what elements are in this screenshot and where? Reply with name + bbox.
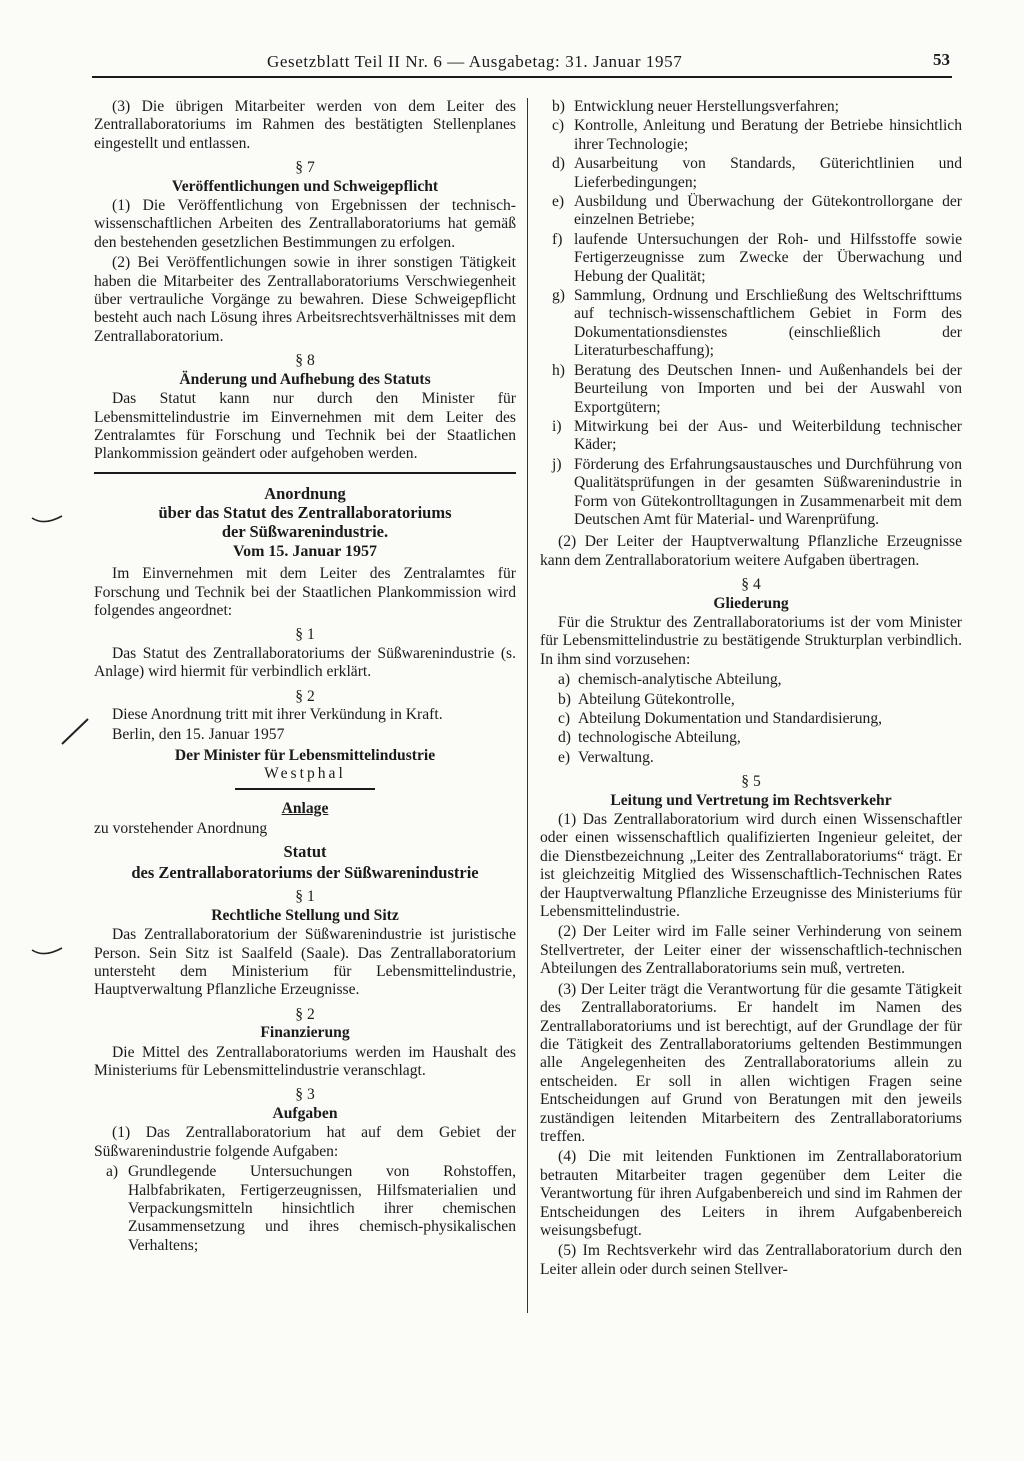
task-label: i) xyxy=(552,417,562,435)
task-label: j) xyxy=(552,455,562,473)
minister-title: Der Minister für Lebensmittelindustrie xyxy=(174,746,436,764)
s4-sign: § 4 xyxy=(741,576,761,594)
structure-item xyxy=(540,749,962,767)
margin-tick-mark xyxy=(30,512,64,526)
structure-text: technologische Abteilung, xyxy=(578,729,741,747)
structure-list xyxy=(540,671,962,767)
margin-slash-mark xyxy=(58,716,92,746)
structure-label: e) xyxy=(558,748,571,766)
s8-title: Änderung und Aufhebung des Statuts xyxy=(179,370,431,388)
s5-paragraph-3: (3) Der Leiter trägt die Verantwortung für die gesamte Tätigkeit des Zentrallaboratoriums. Er handelt im Namen des Zentrallaboratoriums und ist berechtigt, auf der Grundlage der für die Tätigkeit des Zentrallaboratoriums geltenden Bestimmungen alle Angelegenheiten des Zentrallaboratoriums allein zu entscheiden. Er soll in allen wichtigen Fragen seine Entscheidungen auf Grund von Beratungen mit den jeweils zuständigen leitenden Mitarbeitern des Zentrallaboratoriums treffen. xyxy=(540,980,962,1145)
structure-label: b) xyxy=(558,690,571,708)
s5-sign: § 5 xyxy=(741,773,761,791)
structure-text: Abteilung Gütekontrolle, xyxy=(578,690,735,708)
task-label: e) xyxy=(552,193,565,211)
statut-s3-paragraph-1: (1) Das Zentrallaboratorium hat auf dem Gebiet der Süßwarenindustrie folgende Aufgaben: xyxy=(94,1124,516,1160)
s5-title: Leitung und Vertretung im Rechtsverkehr xyxy=(610,791,892,809)
task-text: Sammlung, Ordnung und Erschließung des Weltschrifttums auf technisch-wissenschaftlichem Gebiet in Form des Dokumentationsdienstes (einschließlich der Literaturbeschaffung); xyxy=(574,287,962,360)
task-text: Entwicklung neuer Herstellungsverfahren; xyxy=(574,98,840,115)
task-item xyxy=(540,117,962,154)
s5-paragraph-2: (2) Der Leiter wird im Falle seiner Verhinderung von seinem Stellvertreter, der Leiter einer der wissenschaftlich-technischen Abteilungen des Zentrallaboratoriums sein muß, vertreten. xyxy=(540,923,962,978)
statut-title-2: des Zentrallaboratoriums der Süßwarenindustrie xyxy=(131,863,479,883)
task-item xyxy=(94,1163,516,1255)
annex-subtitle: zu vorstehender Anordnung xyxy=(94,820,268,837)
task-label: d) xyxy=(552,155,565,173)
structure-item xyxy=(540,729,962,747)
margin-tick-mark-2 xyxy=(30,944,64,958)
structure-text: Abteilung Dokumentation und Standardisierung, xyxy=(578,710,883,727)
column-divider xyxy=(527,98,528,1313)
structure-item xyxy=(540,671,962,689)
task-item xyxy=(540,362,962,417)
s7-title: Veröffentlichungen und Schweigepflicht xyxy=(171,177,439,195)
task-label: b) xyxy=(552,98,565,115)
task-label: f) xyxy=(552,230,563,248)
s6-paragraph-3: (3) Die übrigen Mitarbeiter werden von dem Leiter des Zentrallaboratoriums im Rahmen des bestätigten Stellenplanes eingestellt und entlassen. xyxy=(94,98,516,152)
structure-text: chemisch-analytische Abteilung, xyxy=(578,671,782,689)
signature-rule xyxy=(235,788,375,790)
structure-label: a) xyxy=(558,671,571,689)
s5-paragraph-1: (1) Das Zentrallaboratorium wird durch einen Wissenschaftler oder einen wissenschaftlich qualifizierten Ingenieur geleitet, der die Dienstbezeichnung „Leiter des Zentrallaboratoriums“ trägt. Er ist gleichzeitig Mitglied des Wissenschaftlich-Technischen Rates der Hauptverwaltung Pflanzliche Erzeugnisse des Ministeriums für Lebensmittelindustrie. xyxy=(540,811,962,921)
ordinance-s2-text: Diese Anordnung tritt mit ihrer Verkündung in Kraft. xyxy=(112,705,443,723)
ordinance-title-1: Anordnung xyxy=(264,483,346,503)
structure-text: Verwaltung. xyxy=(578,748,654,766)
statut-s3-sign: § 3 xyxy=(295,1086,315,1104)
task-text: laufende Untersuchungen der Roh- und Hilfsstoffe sowie Fertigerzeugnisse zum Zwecke der Überwachung und Hebung der Qualität; xyxy=(574,230,962,285)
s5-paragraph-4: (4) Die mit leitenden Funktionen im Zentrallaboratorium betrauten Mitarbeiter tragen gegenüber dem Leiter die Verantwortung für ihren Aufgabenbereich und sind im Rahmen der Entscheidungen des Leiters in ihrem Aufgabenbereich weisungsbefugt. xyxy=(540,1148,962,1239)
statut-s2-title: Finanzierung xyxy=(260,1024,350,1042)
task-item xyxy=(540,193,962,230)
s7-sign: § 7 xyxy=(295,159,315,177)
task-item xyxy=(540,287,962,361)
statut-title-1: Statut xyxy=(283,842,327,862)
tasks-list-left xyxy=(94,1163,516,1255)
page-number: 53 xyxy=(933,50,950,69)
ordinance-s2-sign: § 2 xyxy=(295,687,315,705)
annex-title: Anlage xyxy=(281,799,329,817)
task-item xyxy=(540,231,962,286)
s4-title: Gliederung xyxy=(713,594,789,612)
task-text: Ausbildung und Überwachung der Gütekontrollorgane der einzelnen Betriebe; xyxy=(574,193,962,229)
task-item xyxy=(540,155,962,192)
statut-s2-sign: § 2 xyxy=(295,1005,315,1023)
task-item xyxy=(540,98,962,116)
header-title: Gesetzblatt Teil II Nr. 6 — Ausgabetag: 31. Januar 1957 xyxy=(267,52,683,71)
task-label: c) xyxy=(552,117,565,135)
s7-paragraph-1: (1) Die Veröffentlichung von Ergebnissen der technisch-wissenschaftlichen Arbeiten des Zentrallaboratoriums hat gemäß den bestehenden gesetzlichen Bestimmungen zu erfolgen. xyxy=(94,197,516,251)
s4-text: Für die Struktur des Zentrallaboratoriums ist der vom Minister für Lebensmittelindustrie zu bestätigende Strukturplan verbindlich. In ihm sind vorzusehen: xyxy=(540,613,962,668)
ordinance-date: Vom 15. Januar 1957 xyxy=(232,542,378,560)
task-label: a) xyxy=(106,1163,119,1181)
s8-paragraph-1: Das Statut kann nur durch den Minister für Lebensmittelindustrie im Einvernehmen mit dem Leiter des Zentralamtes für Forschung und Technik bei der Staatlichen Plankommission geändert oder aufgehoben werden. xyxy=(94,390,516,463)
left-column xyxy=(94,98,516,1256)
tasks-list-right xyxy=(540,98,962,529)
statut-s1-sign: § 1 xyxy=(295,888,315,906)
right-column xyxy=(540,98,962,1281)
signer-name: Westphal xyxy=(264,765,346,783)
s7-paragraph-2: (2) Bei Veröffentlichungen sowie in ihrer sonstigen Tätigkeit haben die Mitarbeiter des Zentrallaboratoriums Verschwiegenheit über vertrauliche Vorgänge zu bewahren. Diese Schweigepflicht besteht auch nach Lösung ihres Arbeitsrechtsverhältnisses mit dem Zentrallaboratorium. xyxy=(94,254,516,345)
structure-item xyxy=(540,710,962,728)
s5-paragraph-5: (5) Im Rechtsverkehr wird das Zentrallaboratorium durch den Leiter allein oder durch seinen Stellver- xyxy=(540,1242,962,1278)
task-text: Beratung des Deutschen Innen- und Außenhandels bei der Beurteilung von Importen und bei der Auswahl von Exportgütern; xyxy=(574,361,962,416)
task-text: Ausarbeitung von Standards, Güterichtlinien und Lieferbedingungen; xyxy=(574,155,962,191)
s8-sign: § 8 xyxy=(295,352,315,370)
statut-s3-title: Aufgaben xyxy=(272,1104,338,1122)
page-header xyxy=(92,50,952,78)
statut-s1-title: Rechtliche Stellung und Sitz xyxy=(211,906,399,924)
task-text: Grundlegende Untersuchungen von Rohstoffen, Halbfabrikaten, Fertigerzeugnissen, Hilfsmaterialien und Verpackungsmitteln hinsichtlich ihrer chemischen Zusammensetzung und ihres chemisch-physikalischen Verhaltens; xyxy=(128,1163,516,1254)
task-text: Mitwirkung bei der Aus- und Weiterbildung technischer Käder; xyxy=(574,417,962,454)
task-label: h) xyxy=(552,361,565,379)
ordinance-title-3: der Süßwarenindustrie. xyxy=(221,521,389,541)
s3-paragraph-2: (2) Der Leiter der Hauptverwaltung Pflanzliche Erzeugnisse kann dem Zentrallaboratorium weitere Aufgaben übertragen. xyxy=(540,533,962,569)
statut-s2-text: Die Mittel des Zentrallaboratoriums werden im Haushalt des Ministeriums für Lebensmittelindustrie veranschlagt. xyxy=(94,1043,516,1080)
structure-label: c) xyxy=(558,710,571,727)
task-label: g) xyxy=(552,287,565,305)
ordinance-s1-text: Das Statut des Zentrallaboratoriums der Süßwarenindustrie (s. Anlage) wird hiermit für verbindlich erklärt. xyxy=(94,644,516,681)
structure-item xyxy=(540,691,962,709)
task-item xyxy=(540,418,962,455)
task-item xyxy=(540,456,962,530)
ordinance-intro: Im Einvernehmen mit dem Leiter des Zentralamtes für Forschung und Technik bei der Staatlichen Plankommission wird folgendes angeordnet: xyxy=(94,565,516,619)
task-text: Kontrolle, Anleitung und Beratung der Betriebe hinsichtlich ihrer Technologie; xyxy=(574,117,962,153)
ordinance-s1-sign: § 1 xyxy=(295,626,315,644)
task-text: Förderung des Erfahrungsaustausches und Durchführung von Qualitätsprüfungen in der gesamten Süßwarenindustrie in Form von Gütekontrolltagungen in Zusammenarbeit mit dem Deutschen Amt für Material- und Warenprüfung. xyxy=(574,455,962,528)
section-separator xyxy=(94,472,516,474)
ordinance-place-date: Berlin, den 15. Januar 1957 xyxy=(112,726,285,744)
statut-s1-text: Das Zentrallaboratorium der Süßwarenindustrie ist juristische Person. Sein Sitz ist Saalfeld (Saale). Das Zentrallaboratorium untersteht dem Ministerium für Lebensmittelindustrie, Hauptverwaltung Pflanzliche Erzeugnisse. xyxy=(94,926,516,999)
structure-label: d) xyxy=(558,729,571,747)
ordinance-title-2: über das Statut des Zentrallaboratoriums xyxy=(158,502,452,522)
